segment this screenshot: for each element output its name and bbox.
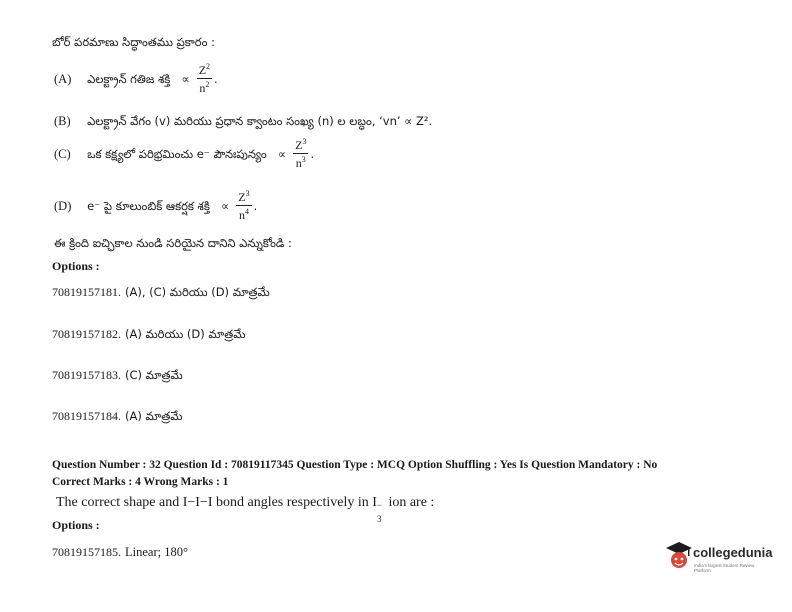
option-id: 70819157185.	[52, 545, 121, 559]
proportional-symbol: ∝	[181, 72, 190, 86]
option-1[interactable]	[52, 541, 188, 560]
collegedunia-logo	[664, 540, 773, 580]
option-id: 70819157183.	[52, 368, 121, 382]
statement-text: ఎలక్ట్రాన్ వేగం (v) మరియు ప్రధాన క్వాంటం సంఖ్య (n) ల లబ్ధం, ‘vn’ ∝ Z².	[87, 114, 433, 128]
marks-info: Correct Marks : 4 Wrong Marks : 1	[52, 476, 229, 488]
statement-text: ఒక కక్ష్యలో పరిభ్రమించు e⁻ పౌనఃపున్యం	[87, 147, 267, 161]
option-text: (C) మాత్రమే	[125, 368, 183, 382]
options-label: Options :	[52, 518, 100, 532]
option-4[interactable]	[52, 405, 182, 426]
fraction: $\frac{Z^2}{n^2}$	[198, 62, 211, 95]
fraction: $\frac{Z^3}{n^3}$	[295, 137, 307, 170]
option-text: (A), (C) మరియు (D) మాత్రమే	[125, 285, 270, 299]
option-text: Linear; 180°	[125, 545, 188, 559]
statement-d: (D) e⁻ పై కూలుంబిక్ ఆకర్షక శక్తి ∝ $\frac{Z^3}{n^4}$ .	[54, 189, 258, 222]
question-stem: బోర్ పరమాణు సిద్ధాంతము ప్రకారం :	[52, 35, 215, 49]
logo-name: collegedunia	[693, 545, 773, 560]
option-id: 70819157184.	[52, 409, 121, 423]
proportional-symbol: ∝	[220, 199, 230, 213]
option-text: (A) మరియు (D) మాత్రమే	[125, 327, 246, 341]
statement-label: (B)	[54, 114, 71, 128]
graduate-cap-icon	[664, 540, 694, 574]
proportional-symbol: ∝	[277, 147, 286, 161]
statement-label: (D)	[54, 199, 72, 213]
option-id: 70819157182.	[52, 327, 121, 341]
logo-tagline: India's largest Student Review Platform	[694, 563, 755, 573]
instruction: ఈ క్రింది ఐచ్ఛికాల నుండి సరియైన దానిని ఎన్నుకోండి :	[54, 236, 292, 250]
statement-c: (C) ఒక కక్ష్యలో పరిభ్రమించు e⁻ పౌనఃపున్యం ∝ $\frac{Z^3}{n^3}$ .	[54, 137, 315, 170]
options-label: Options :	[52, 259, 100, 273]
statement-text: e⁻ పై కూలుంబిక్ ఆకర్షక శక్తి	[87, 199, 210, 213]
option-text: (A) మాత్రమే	[125, 409, 183, 423]
statement-label: (A)	[54, 72, 72, 86]
statement-label: (C)	[54, 147, 71, 161]
statement-a: (A) ఎలక్ట్రాన్ గతిజ శక్తి ∝ $\frac{Z^2}{n^2}$ .	[54, 62, 218, 95]
question-text: The correct shape and I−I−I bond angles respectively in I − 3 ion are :	[56, 495, 435, 524]
statement-b	[54, 110, 432, 131]
option-3[interactable]	[52, 364, 183, 385]
option-1[interactable]	[52, 281, 270, 302]
option-2[interactable]	[52, 323, 245, 344]
fraction: $\frac{Z^3}{n^4}$	[238, 189, 250, 222]
statement-text: ఎలక్ట్రాన్ గతిజ శక్తి	[87, 72, 171, 86]
option-id: 70819157181.	[52, 285, 121, 299]
question-header: Question Number : 32 Question Id : 70819117345 Question Type : MCQ Option Shuffling : Yes Is Question Mandatory : No	[52, 459, 658, 471]
